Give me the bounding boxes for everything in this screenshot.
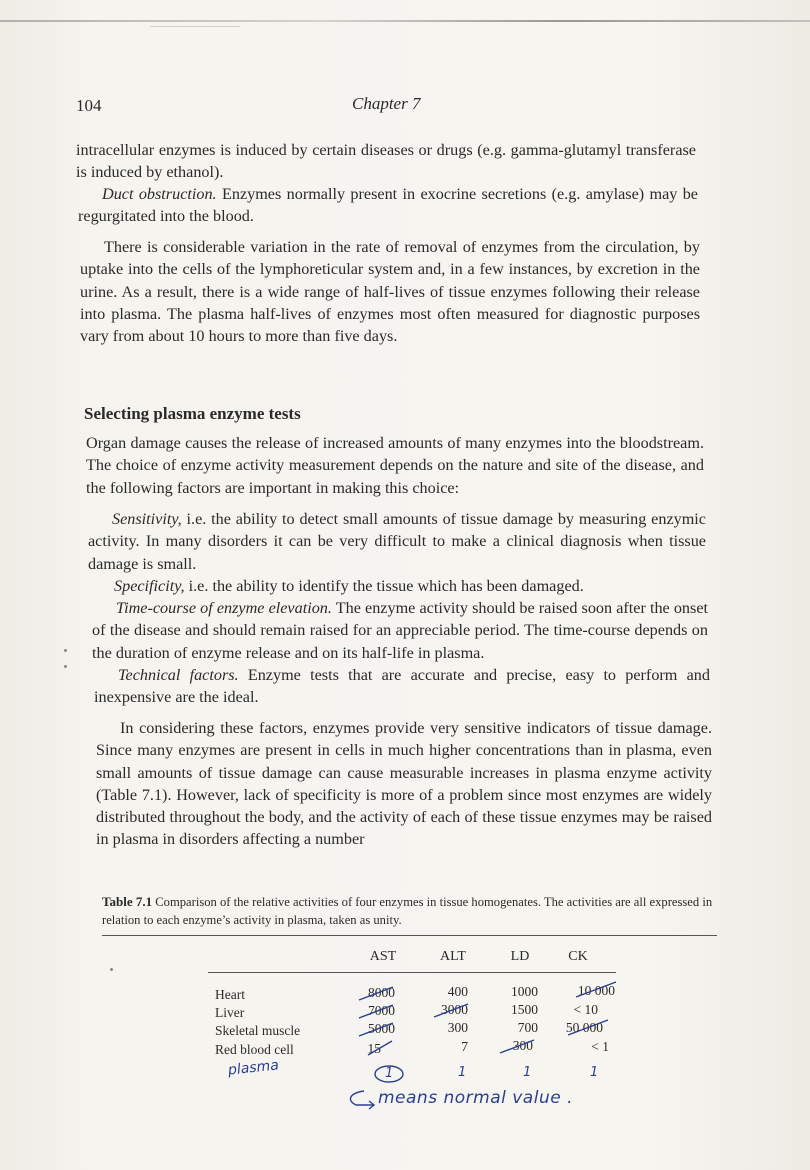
row-label-red-blood-cell: Red blood cell bbox=[215, 1042, 294, 1057]
cell-liver-ck: < 10 bbox=[573, 1002, 598, 1017]
paragraph-6-text: i.e. the ability to identify the tissue which has been damaged. bbox=[184, 577, 584, 595]
row-label-liver: Liver bbox=[215, 1005, 245, 1020]
paragraph-1: intracellular enzymes is induced by certain diseases or drugs (e.g. gamma-glutamyl transferase is induced by ethanol). bbox=[76, 141, 696, 182]
row-label-skeletal-muscle: Skeletal muscle bbox=[215, 1023, 301, 1038]
table-caption bbox=[102, 893, 720, 929]
cell-skeletal-ast: 5000 bbox=[368, 1021, 395, 1036]
cell-rbc-ld: 300 bbox=[512, 1038, 533, 1053]
handwritten-strike-skeletal-ck bbox=[566, 1018, 610, 1036]
table-header-rule bbox=[208, 972, 616, 973]
handwritten-strike-heart-ast bbox=[357, 984, 395, 1002]
handwritten-note: means normal value . bbox=[378, 1088, 573, 1108]
term-sensitivity: Sensitivity, bbox=[112, 510, 182, 528]
handwritten-one-ld: 1 bbox=[523, 1065, 532, 1080]
scan-edge-mark bbox=[150, 26, 240, 27]
cell-liver-ast: 7000 bbox=[368, 1003, 395, 1018]
handwritten-strike-heart-ck bbox=[574, 980, 618, 998]
cell-rbc-alt: 7 bbox=[461, 1039, 468, 1054]
paragraph-5-text: i.e. the ability to detect small amounts of tissue damage by measuring enzymic activity. In many disorders it can be very difficult to make a clinical diagnosis when tissue damage is small. bbox=[88, 510, 706, 573]
term-duct-obstruction: Duct obstruction. bbox=[102, 185, 217, 203]
paragraph-7-text: The enzyme activity should be raised soon after the onset of the disease and should remain raised for an appreciable period. The time-course depends on the duration of enzyme release and on its half-life in plasma. bbox=[92, 599, 709, 662]
cell-skeletal-alt: 300 bbox=[447, 1020, 468, 1035]
handwritten-one-alt: 1 bbox=[458, 1065, 467, 1080]
cell-liver-alt: 3000 bbox=[441, 1002, 468, 1017]
handwritten-strike-rbc-ast bbox=[364, 1039, 402, 1057]
page-number: 104 bbox=[76, 96, 102, 115]
scan-speck bbox=[64, 649, 67, 652]
table-caption-text: Comparison of the relative activities of four enzymes in tissue homogenates. The activities are all expressed in relation to each enzyme’s activity in plasma, taken as unity. bbox=[102, 895, 713, 927]
cell-liver-ld: 1500 bbox=[511, 1002, 538, 1017]
column-header-alt: ALT bbox=[440, 949, 466, 964]
paragraph-8 bbox=[94, 664, 710, 709]
scan-speck bbox=[64, 665, 67, 668]
scan-speck bbox=[110, 968, 113, 971]
handwritten-strike-rbc-ld bbox=[498, 1037, 536, 1055]
cell-heart-alt: 400 bbox=[447, 984, 468, 999]
handwritten-one-ast: 1 bbox=[385, 1066, 394, 1081]
paragraph-2-text: Enzymes normally present in exocrine secretions (e.g. amylase) may be regurgitated into the blood. bbox=[78, 185, 698, 226]
row-label-heart: Heart bbox=[215, 987, 245, 1002]
section-heading: Selecting plasma enzyme tests bbox=[84, 404, 301, 423]
cell-rbc-ck: < 1 bbox=[591, 1039, 609, 1054]
running-head: Chapter 7 bbox=[352, 94, 421, 113]
scan-edge-line bbox=[0, 20, 810, 22]
column-header-ck: CK bbox=[568, 949, 588, 964]
paragraph-4: Organ damage causes the release of increased amounts of many enzymes into the bloodstream. The choice of enzyme activity measurement depends on the nature and site of the disease, and the following factors are important in making this choice: bbox=[86, 434, 704, 497]
column-header-ast: AST bbox=[369, 949, 397, 964]
handwritten-strike-liver-alt bbox=[432, 1001, 470, 1019]
paragraph-3: There is considerable variation in the rate of removal of enzymes from the circulation, by uptake into the cells of the lymphoreticular system and, in a few instances, by excretion in the urine. As a result, there is a wide range of half-lives of tissue enzymes following their release into plasma. The plasma half-lives of enzymes most often measured for diagnostic purposes vary from about 10 hours to more than five days. bbox=[80, 238, 700, 346]
paragraph-7 bbox=[92, 597, 708, 664]
table-top-rule bbox=[102, 935, 717, 936]
paragraph-6 bbox=[90, 575, 710, 597]
paragraph-8-text: Enzyme tests that are accurate and precise, easy to perform and inexpensive are the ideal. bbox=[94, 666, 710, 707]
cell-heart-ast: 8000 bbox=[368, 985, 395, 1000]
handwritten-arrow bbox=[342, 1088, 376, 1110]
cell-skeletal-ck: 50 000 bbox=[565, 1020, 603, 1035]
cell-skeletal-ld: 700 bbox=[517, 1020, 538, 1035]
cell-heart-ld: 1000 bbox=[511, 984, 538, 999]
paragraph-5 bbox=[88, 508, 706, 575]
paragraph-2 bbox=[78, 183, 698, 228]
cell-rbc-ast: 15 bbox=[367, 1041, 381, 1056]
cell-heart-ck: 10 000 bbox=[577, 983, 615, 998]
handwritten-plasma-label: plasma bbox=[227, 1057, 280, 1079]
term-technical-factors: Technical factors. bbox=[118, 666, 239, 684]
term-specificity: Specificity, bbox=[114, 577, 185, 595]
handwritten-strike-skeletal-ast bbox=[357, 1020, 395, 1038]
handwritten-one-ck: 1 bbox=[590, 1065, 599, 1080]
handwritten-strike-liver-ast bbox=[357, 1002, 395, 1020]
column-header-ld: LD bbox=[510, 949, 530, 964]
table-caption-label: Table 7.1 bbox=[102, 894, 153, 909]
term-time-course: Time-course of enzyme elevation. bbox=[116, 599, 332, 617]
paragraph-9: In considering these factors, enzymes provide very sensitive indicators of tissue damage. Since many enzymes are present in cells in much higher concentrations than in plasma, even small amounts of tissue damage can cause measurable increases in plasma enzyme activity (Table 7.1). However, lack of specificity is more of a problem since most enzymes are widely distributed throughout the body, and the activity of each of these tissue enzymes may be raised in plasma in disorders affecting a number bbox=[96, 719, 712, 849]
